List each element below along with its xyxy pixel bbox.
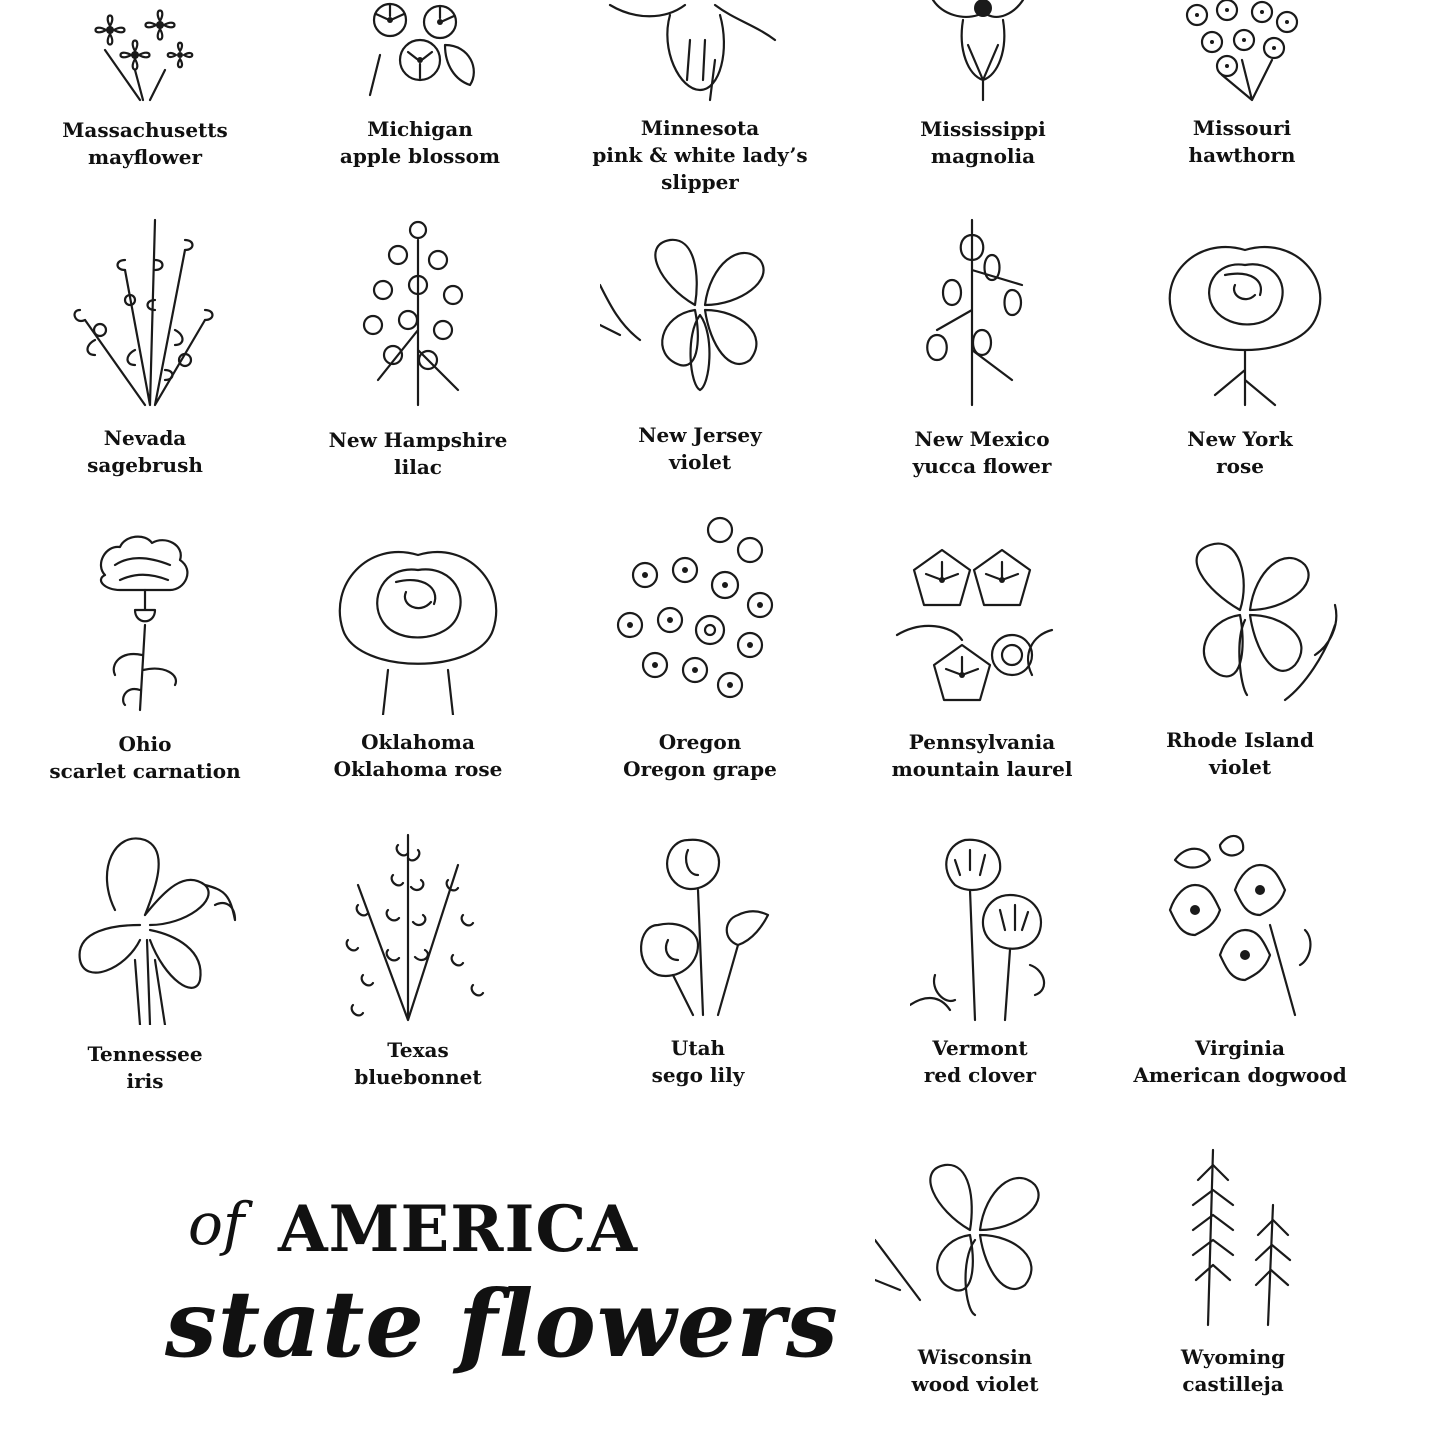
flower-name: violet: [668, 450, 732, 474]
flower-name: pink & white lady’s: [592, 143, 808, 167]
lilac-icon: [338, 210, 498, 410]
state-name: New Mexico: [914, 427, 1050, 451]
state-name: Virginia: [1195, 1036, 1285, 1060]
oklahoma-rose-icon: [328, 530, 508, 715]
state-name: Wisconsin: [917, 1345, 1033, 1369]
violet-icon: [600, 225, 800, 400]
state-name: Missouri: [1192, 116, 1292, 140]
flower-name: hawthorn: [1188, 143, 1296, 167]
state-name: New York: [1187, 427, 1293, 451]
flower-name: magnolia: [930, 144, 1036, 168]
mountain-laurel-icon: [892, 535, 1072, 715]
flower-name: violet: [1208, 755, 1272, 779]
state-name: Massachusetts: [62, 118, 228, 142]
flower-name: lilac: [394, 455, 442, 479]
flower-name: iris: [126, 1069, 164, 1093]
title-america: AMERICA: [278, 1192, 638, 1267]
flower-name: sego lily: [651, 1063, 745, 1087]
state-name: New Hampshire: [328, 428, 508, 452]
state-name: Ohio: [118, 732, 172, 756]
state-name: Oregon: [658, 730, 742, 754]
state-name: Michigan: [367, 117, 473, 141]
state-name: Mississippi: [920, 117, 1046, 141]
flower-name: castilleja: [1182, 1372, 1284, 1396]
state-name: Texas: [387, 1038, 449, 1062]
state-name: Tennessee: [87, 1042, 203, 1066]
rose-icon: [1155, 220, 1335, 410]
flower-name: rose: [1216, 454, 1264, 478]
title-of: of: [188, 1190, 245, 1258]
violet-icon: [1155, 525, 1345, 705]
flower-name-line2: slipper: [661, 170, 739, 194]
iris-icon: [55, 830, 240, 1025]
flower-name: Oregon grape: [623, 757, 777, 781]
mayflower-icon: [65, 0, 225, 105]
state-name: Minnesota: [640, 116, 760, 140]
bluebonnet-icon: [333, 825, 503, 1025]
flower-name: Oklahoma rose: [333, 757, 503, 781]
title-state-flowers: state flowers: [165, 1270, 839, 1378]
state-name: Pennsylvania: [908, 730, 1056, 754]
flower-name: scarlet carnation: [49, 759, 241, 783]
flower-name: mayflower: [87, 145, 203, 169]
flower-name: yucca flower: [912, 454, 1052, 478]
oregon-grape-icon: [605, 515, 795, 715]
wood-violet-icon: [875, 1150, 1075, 1325]
hawthorn-icon: [1162, 0, 1322, 105]
sagebrush-icon: [55, 210, 235, 410]
state-name: Utah: [670, 1036, 726, 1060]
dogwood-icon: [1155, 830, 1335, 1020]
state-name: Oklahoma: [361, 730, 475, 754]
state-name: Nevada: [103, 426, 187, 450]
sego-lily-icon: [628, 830, 778, 1020]
state-name: New Jersey: [638, 423, 762, 447]
red-clover-icon: [910, 830, 1060, 1025]
ladys-slipper-icon: [605, 0, 795, 105]
state-name: Vermont: [932, 1036, 1028, 1060]
magnolia-icon: [903, 0, 1063, 105]
apple-blossom-icon: [340, 0, 500, 105]
yucca-flower-icon: [912, 210, 1062, 410]
flower-name: sagebrush: [87, 453, 203, 477]
state-name: Wyoming: [1180, 1345, 1286, 1369]
flower-name: American dogwood: [1133, 1063, 1347, 1087]
flower-name: wood violet: [911, 1372, 1039, 1396]
state-name: Rhode Island: [1166, 728, 1314, 752]
flower-name: red clover: [923, 1063, 1037, 1087]
flower-name: bluebonnet: [354, 1065, 482, 1089]
flower-name: apple blossom: [339, 144, 501, 168]
carnation-icon: [90, 535, 200, 715]
castilleja-icon: [1168, 1145, 1308, 1330]
flower-name: mountain laurel: [891, 757, 1073, 781]
